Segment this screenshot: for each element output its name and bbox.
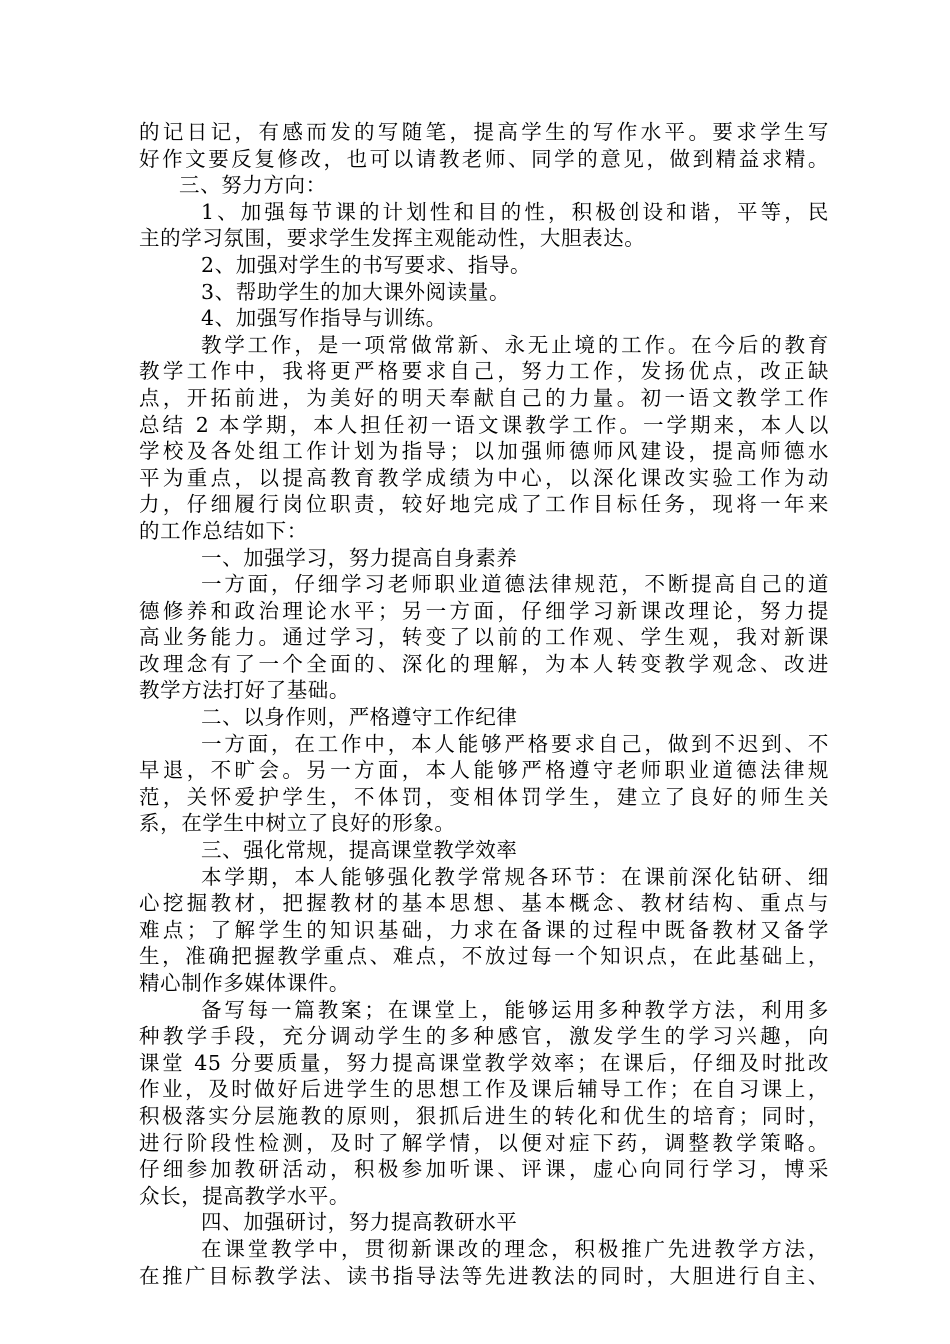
section-heading: 三、努力方向： xyxy=(179,173,327,198)
text-line: 备写每一篇教案；在课堂上，能够运用多种教学方法，利用多 xyxy=(201,997,829,1022)
text-line: 点，开拓前进，为美好的明天奉献自己的力量。初一语文教学工作 xyxy=(139,385,829,410)
text-line: 进行阶段性检测，及时了解学情，以便对症下药，调整教学策略。 xyxy=(139,1130,829,1155)
text-line: 种教学手段，充分调动学生的多种感官，激发学生的学习兴趣，向 xyxy=(139,1024,829,1049)
text-line: 主的学习氛围，要求学生发挥主观能动性，大胆表达。 xyxy=(139,226,646,251)
section-heading: 一、加强学习，努力提高自身素养 xyxy=(201,545,518,570)
text-line: 课堂 45 分要质量，努力提高课堂教学效率；在课后，仔细及时批改 xyxy=(139,1050,829,1075)
text-line: 作业，及时做好后进学生的思想工作及课后辅导工作；在自习课上， xyxy=(139,1077,829,1102)
text-line: 改理念有了一个全面的、深化的理解，为本人转变教学观念、改进 xyxy=(139,651,829,676)
text-line: 积极落实分层施教的原则，狠抓后进生的转化和优生的培育；同时， xyxy=(139,1103,829,1128)
text-line: 范，关怀爱护学生，不体罚，变相体罚学生，建立了良好的师生关 xyxy=(139,784,829,809)
text-line: 德修养和政治理论水平；另一方面，仔细学习新课改理论，努力提 xyxy=(139,598,829,623)
text-line: 早退，不旷会。另一方面，本人能够严格遵守老师职业道德法律规 xyxy=(139,758,829,783)
section-heading: 三、强化常规，提高课堂教学效率 xyxy=(201,838,518,863)
text-line: 的工作总结如下： xyxy=(139,518,308,543)
text-line: 心挖掘教材，把握教材的基本思想、基本概念、教材结构、重点与 xyxy=(139,891,829,916)
text-line: 在推广目标教学法、读书指导法等先进教法的同时，大胆进行自主、 xyxy=(139,1263,829,1288)
text-line: 系，在学生中树立了良好的形象。 xyxy=(139,811,456,836)
text-line: 在课堂教学中，贯彻新课改的理念，积极推广先进教学方法， xyxy=(201,1236,829,1261)
text-line: 教学方法打好了基础。 xyxy=(139,678,350,703)
text-line: 力，仔细履行岗位职责，较好地完成了工作目标任务，现将一年来 xyxy=(139,492,829,517)
section-heading: 二、以身作则，严格遵守工作纪律 xyxy=(201,705,518,730)
text-line: 难点；了解学生的知识基础，力求在备课的过程中既备教材又备学 xyxy=(139,917,829,942)
list-item: 3、帮助学生的加大课外阅读量。 xyxy=(201,279,511,304)
text-line: 仔细参加教研活动，积极参加听课、评课，虚心向同行学习，博采 xyxy=(139,1157,829,1182)
text-line: 的记日记，有感而发的写随笔，提高学生的写作水平。要求学生写 xyxy=(139,120,829,144)
text-line: 一方面，在工作中，本人能够严格要求自己，做到不迟到、不 xyxy=(201,731,829,756)
text-line: 好作文要反复修改，也可以请教老师、同学的意见，做到精益求精。 xyxy=(139,146,829,171)
section-heading: 四、加强研讨，努力提高教研水平 xyxy=(201,1210,518,1235)
text-line: 高业务能力。通过学习，转变了以前的工作观、学生观，我对新课 xyxy=(139,625,829,650)
text-line: 教学工作，是一项常做常新、永无止境的工作。在今后的教育 xyxy=(201,332,829,357)
list-item: 1、加强每节课的计划性和目的性，积极创设和谐，平等，民 xyxy=(201,199,829,224)
text-line: 一方面，仔细学习老师职业道德法律规范，不断提高自己的道 xyxy=(201,572,829,597)
text-line: 生，准确把握教学重点、难点，不放过每一个知识点，在此基础上， xyxy=(139,944,829,969)
text-line: 平为重点，以提高教育教学成绩为中心，以深化课改实验工作为动 xyxy=(139,465,829,490)
text-line: 学校及各处组工作计划为指导；以加强师德师风建设，提高师德水 xyxy=(139,439,829,464)
text-line: 精心制作多媒体课件。 xyxy=(139,971,350,995)
list-item: 2、加强对学生的书写要求、指导。 xyxy=(201,252,532,277)
text-line: 总结 2 本学期，本人担任初一语文课教学工作。一学期来，本人以 xyxy=(139,412,829,437)
text-line: 教学工作中，我将更严格要求自己，努力工作，发扬优点，改正缺 xyxy=(139,359,829,384)
document-body xyxy=(139,119,829,1289)
text-line: 众长，提高教学水平。 xyxy=(139,1183,350,1208)
text-line: 本学期，本人能够强化教学常规各环节：在课前深化钻研、细 xyxy=(201,864,829,889)
list-item: 4、加强写作指导与训练。 xyxy=(201,306,447,331)
